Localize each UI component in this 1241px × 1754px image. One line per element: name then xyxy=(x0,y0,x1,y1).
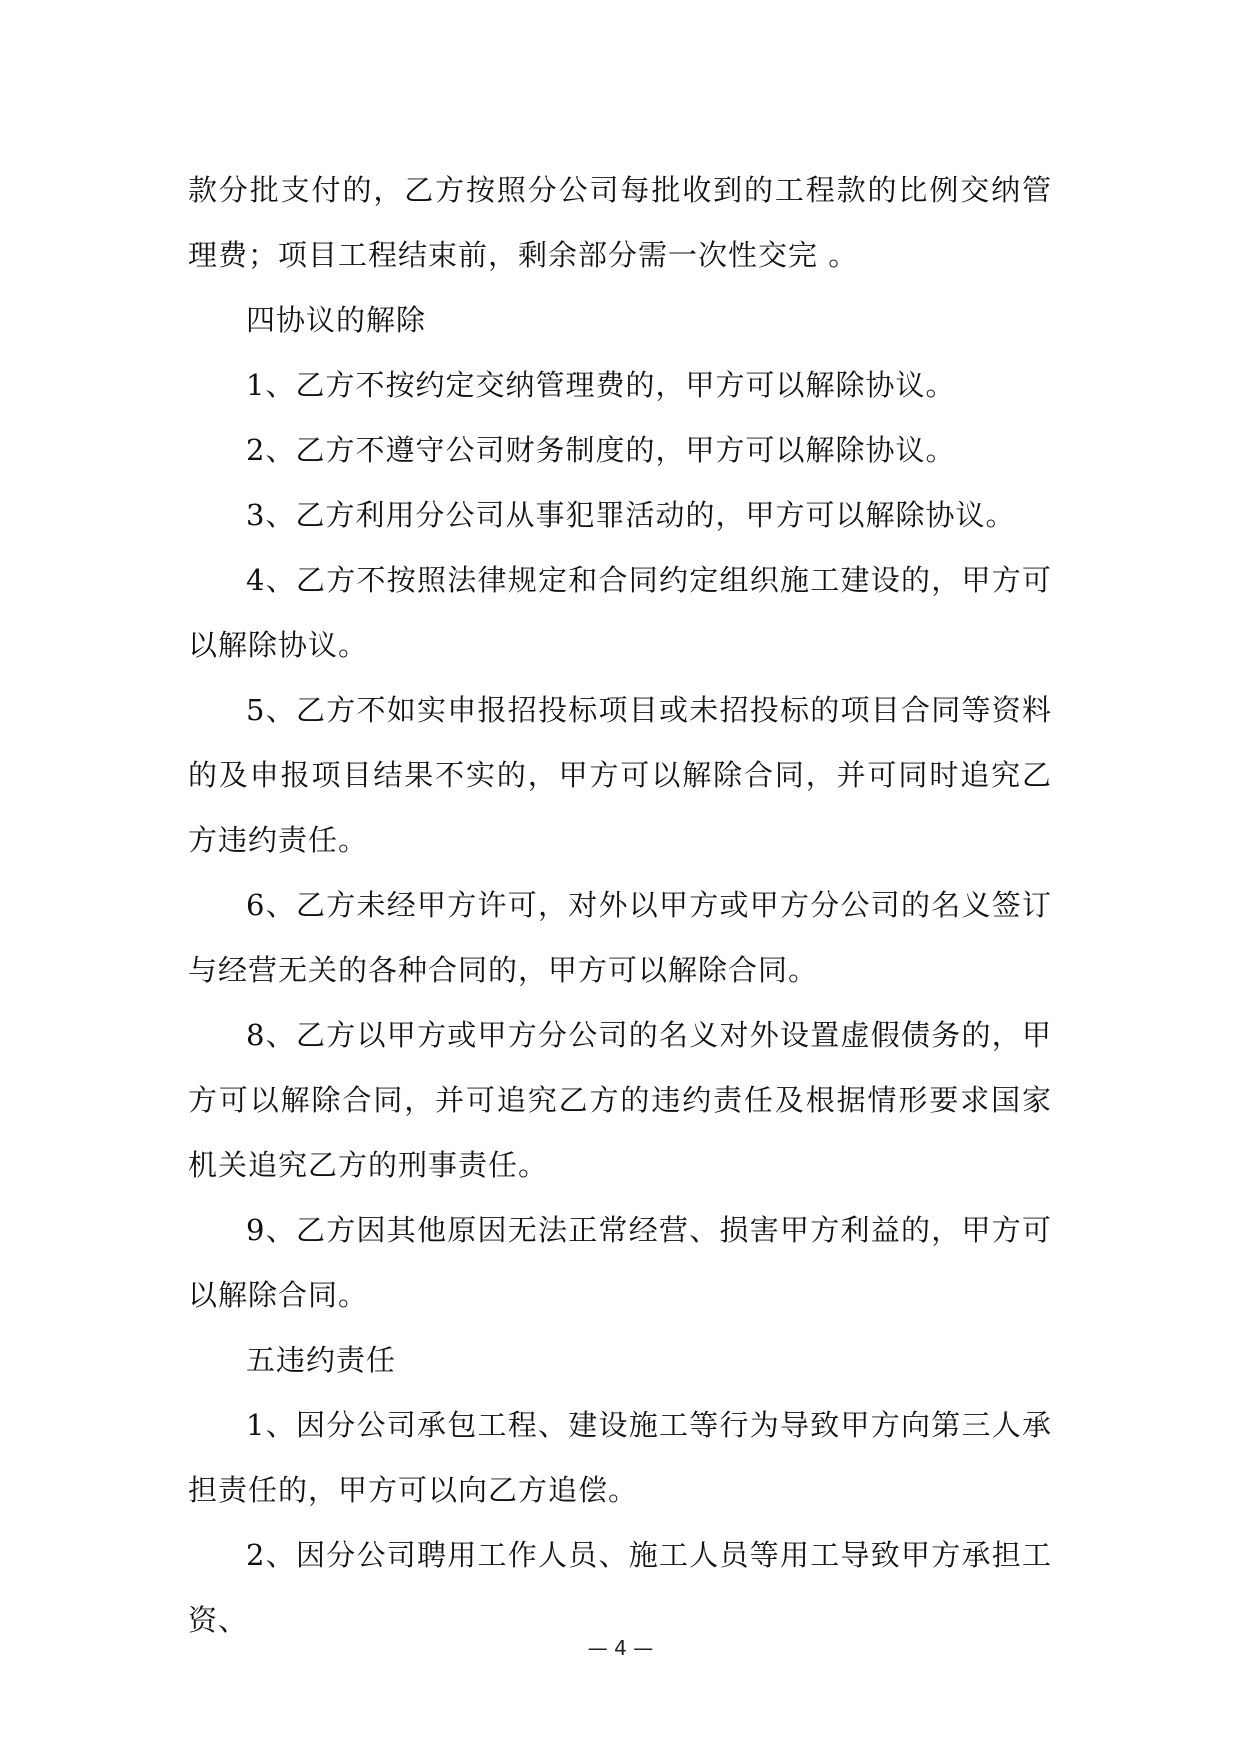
document-body xyxy=(188,158,1052,1653)
page-number: — 4 — xyxy=(587,1636,654,1660)
clause-termination-3: 3、乙方利用分公司从事犯罪活动的，甲方可以解除协议。 xyxy=(246,498,1016,532)
clause-termination-1: 1、乙方不按约定交纳管理费的，甲方可以解除协议。 xyxy=(246,368,956,402)
section-heading-termination: 四协议的解除 xyxy=(246,303,427,337)
section-heading-liability: 五违约责任 xyxy=(246,1343,397,1377)
clause-termination-8: 8、乙方以甲方或甲方分公司的名义对外设置虚假债务的，甲方可以解除合同，并可追究乙方的违约责任及根据情形要求国家机关追究乙方的刑事责任。 xyxy=(188,1018,1052,1182)
clause-liability-2: 2、因分公司聘用工作人员、施工人员等用工导致甲方承担工资、 xyxy=(188,1538,1052,1637)
clause-termination-2: 2、乙方不遵守公司财务制度的，甲方可以解除协议。 xyxy=(246,433,956,467)
clause-liability-1: 1、因分公司承包工程、建设施工等行为导致甲方向第三人承担责任的，甲方可以向乙方追偿。 xyxy=(188,1408,1052,1507)
clause-termination-5: 5、乙方不如实申报招投标项目或未招投标的项目合同等资料的及申报项目结果不实的，甲方可以解除合同，并可同时追究乙方违约责任。 xyxy=(188,693,1052,857)
clause-termination-6: 6、乙方未经甲方许可，对外以甲方或甲方分公司的名义签订与经营无关的各种合同的，甲方可以解除合同。 xyxy=(188,888,1052,987)
paragraph-payment-continuation: 款分批支付的，乙方按照分公司每批收到的工程款的比例交纳管理费；项目工程结束前，剩余部分需一次性交完 。 xyxy=(188,173,1052,272)
clause-termination-9: 9、乙方因其他原因无法正常经营、损害甲方利益的，甲方可以解除合同。 xyxy=(188,1213,1052,1312)
clause-termination-4: 4、乙方不按照法律规定和合同约定组织施工建设的，甲方可以解除协议。 xyxy=(188,563,1052,662)
